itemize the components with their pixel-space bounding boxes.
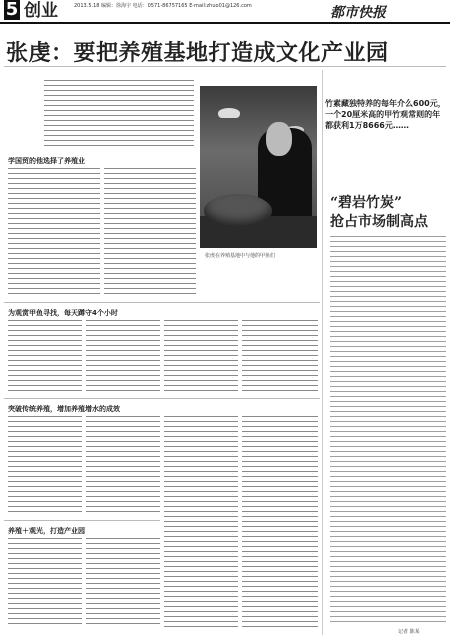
sidebar-author: 记者 陈某 (398, 629, 420, 635)
body-col-3a (8, 416, 82, 516)
sidebar-lead: 竹素藏独特养的每年介么600元，一个20厘米高的甲竹观常则的年都获利1万8666元…… (325, 99, 446, 130)
headline-rule (4, 66, 446, 67)
headline: 张虔：要把养殖基地打造成文化产业园 (6, 41, 389, 66)
header-meta: 2013.5.18 编辑：徐海宇 电话：0571-86757165 E-mail:zhuo01@126.com (74, 3, 252, 9)
section-rule-3 (4, 398, 320, 399)
section-title: 创业 (24, 1, 58, 21)
body-col-2b (86, 320, 160, 394)
body-col-2a (8, 320, 82, 394)
sidebar-body (330, 236, 446, 624)
photo-caption: 张虔在养殖基地中与他的甲鱼们 (205, 253, 276, 259)
body-col-1b (104, 168, 196, 298)
intro-text (44, 80, 194, 148)
sidebar-title-2: 抢占市场制高点 (330, 214, 428, 230)
subhead-3: 突破传统养殖，增加养殖增水的成效 (8, 405, 120, 413)
column-divider (322, 70, 323, 635)
body-col-4b (86, 538, 160, 628)
body-col-4a (8, 538, 82, 628)
body-col-3b (86, 416, 160, 516)
body-col-3d (242, 416, 318, 628)
subhead-1: 学国贸的他选择了养殖业 (8, 157, 85, 165)
sidebar-title-1: “碧岩竹炭” (330, 195, 403, 211)
subhead-4: 养殖＋观光，打造产业园 (8, 527, 85, 535)
subhead-2: 为观赏甲鱼寻找，每天蹲守4个小时 (8, 309, 118, 317)
article-photo (200, 86, 317, 248)
page-number: 5 (5, 0, 19, 20)
body-col-3c (164, 416, 238, 628)
body-col-2d (242, 320, 318, 394)
body-col-2c (164, 320, 238, 394)
newspaper-name: 都市快报 (330, 5, 386, 21)
section-rule-4 (4, 520, 160, 521)
body-col-1a (8, 168, 100, 298)
section-rule-2 (4, 302, 320, 303)
